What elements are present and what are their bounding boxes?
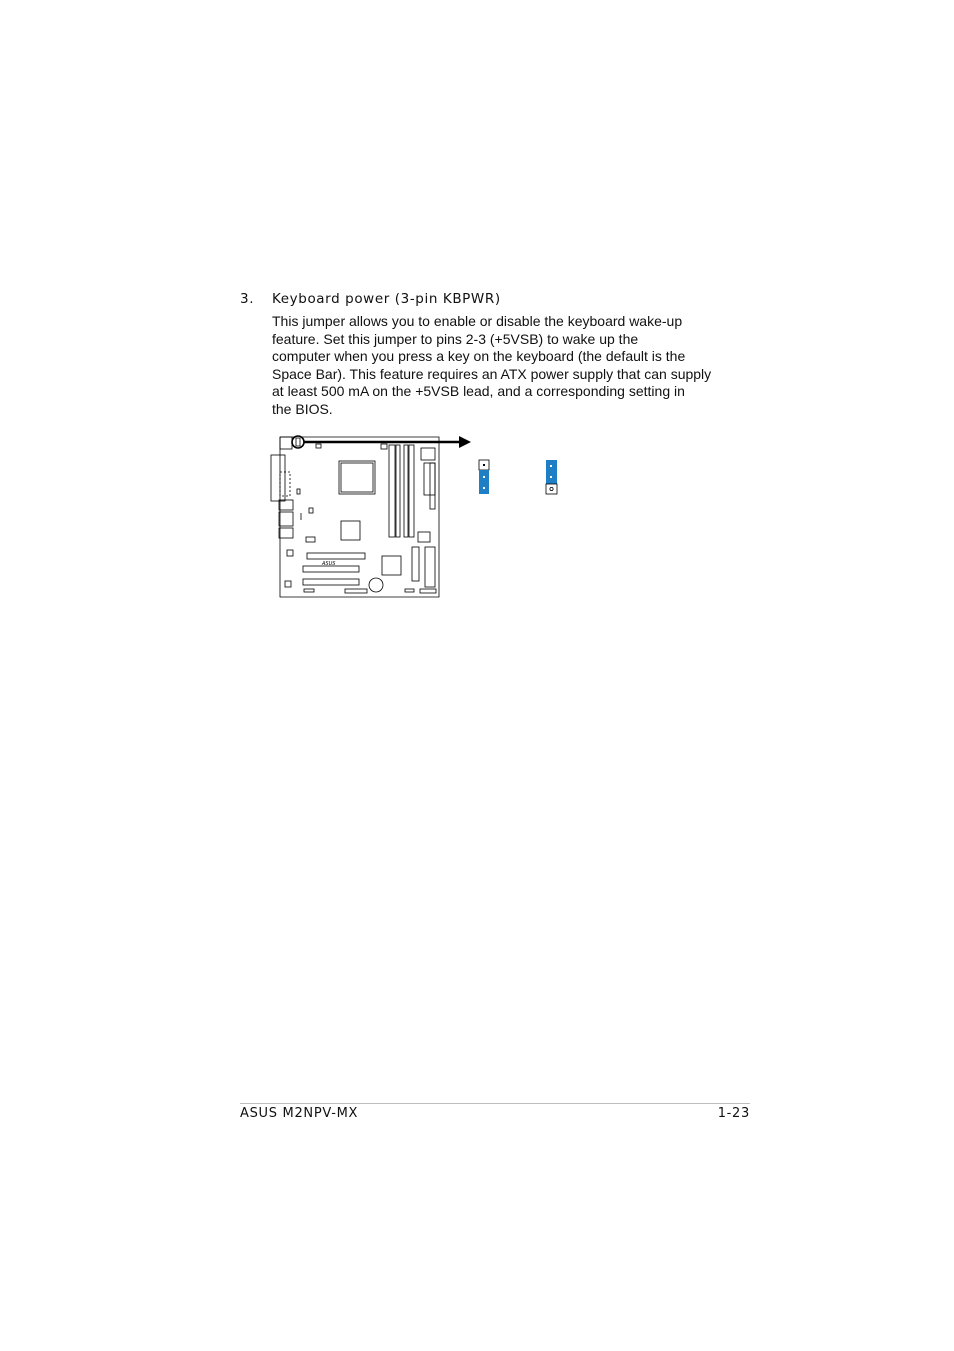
- io-ps2-connector: [280, 437, 292, 449]
- section-title: Keyboard power (3-pin KBPWR): [272, 291, 501, 307]
- jumper-cap: [546, 460, 557, 484]
- small-header-6: [418, 532, 430, 542]
- jumper-setting-2-3: [546, 460, 557, 494]
- footer-product-name: ASUS M2NPV-MX: [240, 1106, 359, 1121]
- front-panel-header: [345, 589, 367, 593]
- cpu-socket: [339, 461, 375, 494]
- small-component-3: [297, 489, 300, 494]
- audio-header: [304, 589, 314, 592]
- body-line: This jumper allows you to enable or disable the keyboard wake-up: [272, 313, 683, 329]
- motherboard-jumper-diagram: [270, 430, 570, 605]
- atx-power-connector: [421, 448, 435, 460]
- ide-connector: [424, 463, 435, 495]
- cd-header: [405, 589, 414, 592]
- sata-connectors: [412, 547, 419, 581]
- dimm-slot-1: [389, 445, 395, 537]
- pci-slot-2: [303, 579, 359, 585]
- small-header-1: [316, 444, 321, 448]
- io-usb-port-1: [279, 500, 293, 510]
- chipset: [341, 521, 360, 540]
- jumper-pin-dot-2: [550, 476, 552, 478]
- section-number: 3.: [240, 291, 255, 307]
- jumper-pin-dot-2: [483, 476, 485, 478]
- body-line: at least 500 mA on the +5VSB lead, and a corresponding setting in: [272, 383, 685, 399]
- super-io-chip: [382, 556, 401, 575]
- small-header-3: [306, 537, 315, 542]
- cmos-battery: [369, 578, 383, 592]
- small-component-2: [309, 508, 313, 513]
- body-line: the BIOS.: [272, 400, 333, 417]
- jumper-pin-dot-1: [550, 465, 552, 467]
- usb-header: [420, 589, 436, 593]
- jumper-cap: [479, 470, 489, 494]
- small-header-4: [287, 550, 293, 556]
- pcie-slot: [307, 553, 365, 559]
- jumper-pin-dot-1: [483, 464, 485, 466]
- body-paragraph: [272, 313, 722, 418]
- jumper-setting-1-2: [479, 460, 489, 494]
- kbpwr-location-marker: [292, 436, 471, 448]
- small-header-5: [285, 581, 291, 587]
- small-header-2: [381, 444, 387, 449]
- io-audio-port: [279, 528, 293, 538]
- jumper-pin-3: [546, 484, 557, 494]
- board-brand-logo: ASUS: [322, 561, 336, 567]
- ide-connector-inner: [430, 463, 435, 509]
- section-heading: [240, 291, 501, 307]
- dimm-slot-2: [396, 445, 400, 537]
- io-parallel-port: [271, 455, 285, 501]
- body-line: Space Bar). This feature requires an ATX power supply that can supply: [272, 365, 712, 382]
- body-line: feature. Set this jumper to pins 2-3 (+5VSB) to wake up the: [272, 330, 639, 347]
- motherboard-layout: [271, 437, 439, 597]
- dimm-slot-3: [404, 445, 408, 537]
- pointer-arrow-head: [459, 436, 471, 448]
- footer-rule: [240, 1103, 750, 1104]
- cpu-socket-inner: [341, 463, 373, 492]
- jumper-pin-dot-3: [483, 487, 485, 489]
- dimm-slot-4: [409, 445, 414, 537]
- floppy-connector: [425, 547, 435, 587]
- io-usb-port-2: [279, 512, 293, 526]
- footer-page-number: 1-23: [717, 1106, 750, 1121]
- body-line: computer when you press a key on the keyboard (the default is the: [272, 348, 686, 364]
